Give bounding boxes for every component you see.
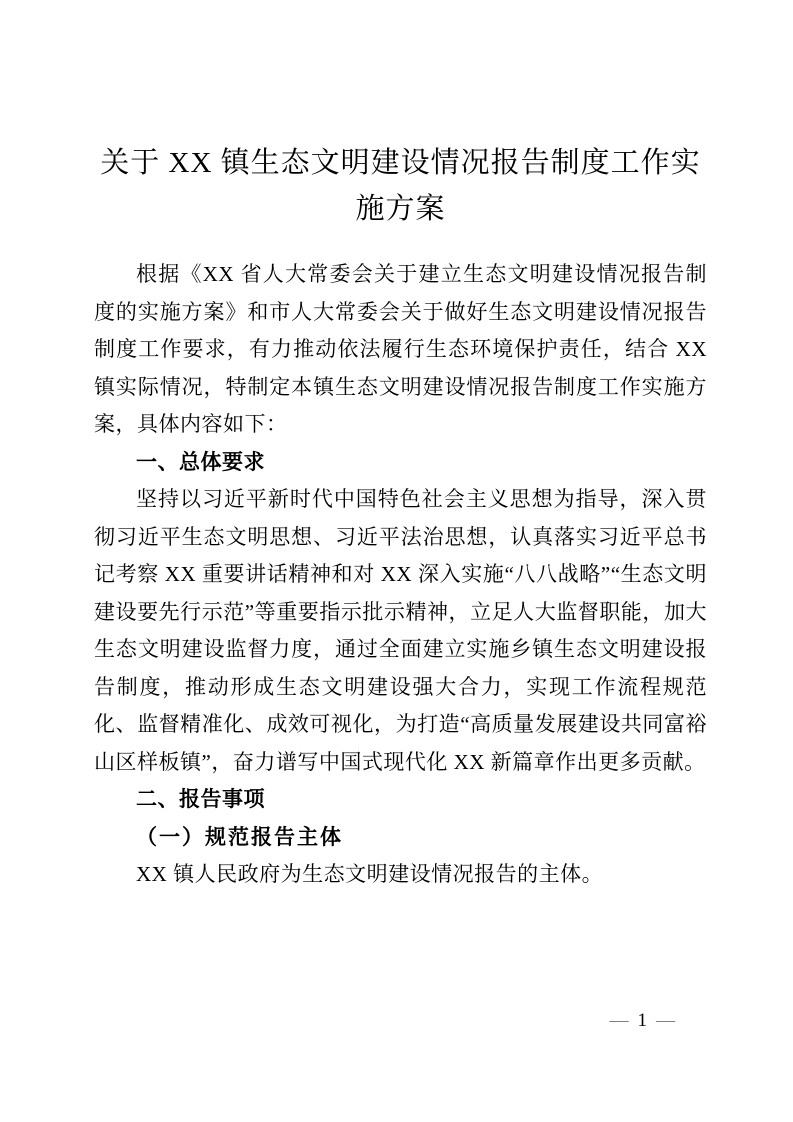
footer-dash-right: —	[656, 1010, 675, 1031]
paragraph-report-subject: XX 镇人民政府为生态文明建设情况报告的主体。	[136, 862, 604, 886]
page-footer	[0, 1006, 793, 1036]
section-heading-report-items: 二、报告事项	[136, 788, 265, 811]
document-body	[94, 256, 707, 894]
footer-dash-left: —	[609, 1010, 629, 1031]
paragraph-intro: 根据《XX 省人大常委会关于建立生态文明建设情况报告制度的实施方案》和市人大常委会关于做好生态文明建设情况报告制度工作要求，有力推动依法履行生态环境保护责任，结合 XX 镇实际情况，特制定本镇生态文明建设情况报告制度工作实施方案，具体内容如下：	[94, 262, 707, 436]
paragraph-general-requirements: 坚持以习近平新时代中国特色社会主义思想为指导，深入贯彻习近平生态文明思想、习近平法治思想，认真落实习近平总书记考察 XX 重要讲话精神和对 XX 深入实施“八八战略”“生态文明建设要先行示范”等重要指示批示精神，立足人大监督职能，加大生态文明建设监督力度，通过全面建立实施乡镇生态文明建设报告制度，推动形成生态文明建设强大合力，实现工作流程规范化、监督精准化、成效可视化，为打造“高质量发展建设共同富裕山区样板镇”，奋力谱写中国式现代化 XX 新篇章作出更多贡献。	[94, 487, 707, 774]
section-heading-general-requirements: 一、总体要求	[136, 450, 265, 474]
page-number: 1	[637, 1010, 647, 1031]
document-title: 关于 XX 镇生态文明建设情况报告制度工作实施方案	[100, 147, 701, 225]
subsection-heading-report-subject: （一）规范报告主体	[136, 824, 343, 849]
